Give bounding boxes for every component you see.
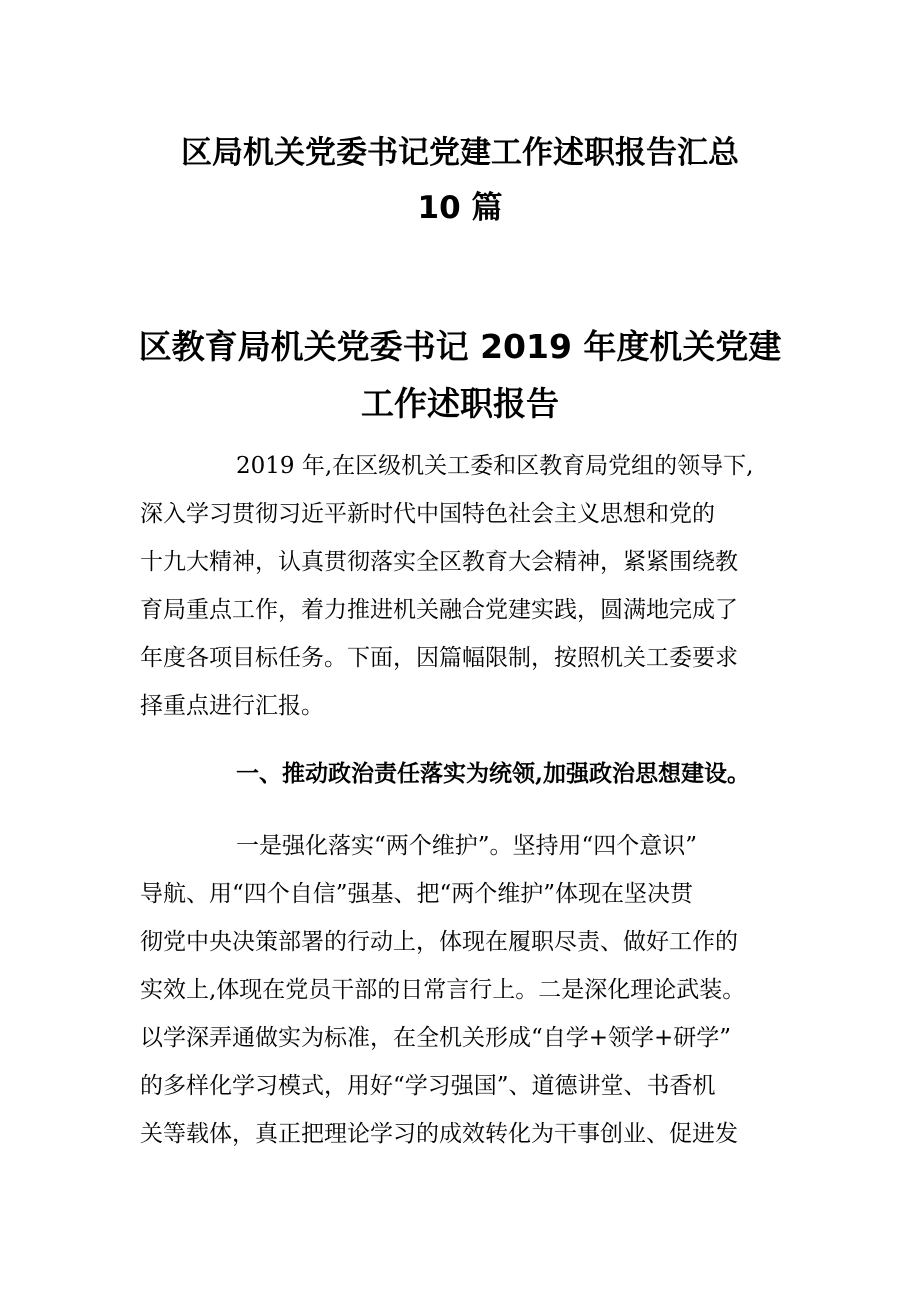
document-title: [100, 126, 820, 236]
paragraph-line: 深入学习贯彻习近平新时代中国特色社会主义思想和党的: [140, 501, 715, 527]
paragraph-line: 2019 年,在区级机关工委和区教育局党组的领导下,: [236, 453, 754, 479]
section-title-line: 区教育局机关党委书记 2019 年度机关党建: [138, 327, 782, 366]
paragraph-line: 彻党中央决策部署的行动上，体现在履职尽责、做好工作的: [140, 929, 738, 955]
document-title-line: 区局机关党委书记党建工作述职报告汇总: [181, 135, 739, 171]
paragraph-line: 十九大精神，认真贯彻落实全区教育大会精神，紧紧围绕教: [140, 549, 738, 575]
paragraph-line: 的多样化学习模式，用好“学习强国”、道德讲堂、书香机: [140, 1073, 716, 1099]
paragraph-line: 关等载体，真正把理论学习的成效转化为干事创业、促进发: [140, 1121, 738, 1147]
intro-paragraph: [140, 442, 790, 730]
paragraph-line: 实效上,体现在党员干部的日常言行上。二是深化理论武装。: [140, 977, 746, 1003]
section-title-line: 工作述职报告: [361, 384, 559, 423]
paragraph-line: 年度各项目标任务。下面，因篇幅限制，按照机关工委要求: [140, 645, 738, 671]
document-title-line: 10 篇: [417, 190, 503, 226]
subsection-heading: 一、推动政治责任落实为统领,加强政治思想建设。: [236, 760, 751, 787]
body-paragraph: [140, 822, 790, 1158]
paragraph-line: 一是强化落实“两个维护”。坚持用“四个意识”: [236, 833, 698, 859]
section-title: [100, 318, 820, 432]
paragraph-line: 以学深弄通做实为标准，在全机关形成“自学+领学+研学”: [140, 1025, 732, 1051]
paragraph-line: 择重点进行汇报。: [140, 693, 324, 719]
paragraph-line: 育局重点工作，着力推进机关融合党建实践，圆满地完成了: [140, 597, 738, 623]
paragraph-line: 导航、用“四个自信”强基、把“两个维护”体现在坚决贯: [140, 881, 694, 907]
